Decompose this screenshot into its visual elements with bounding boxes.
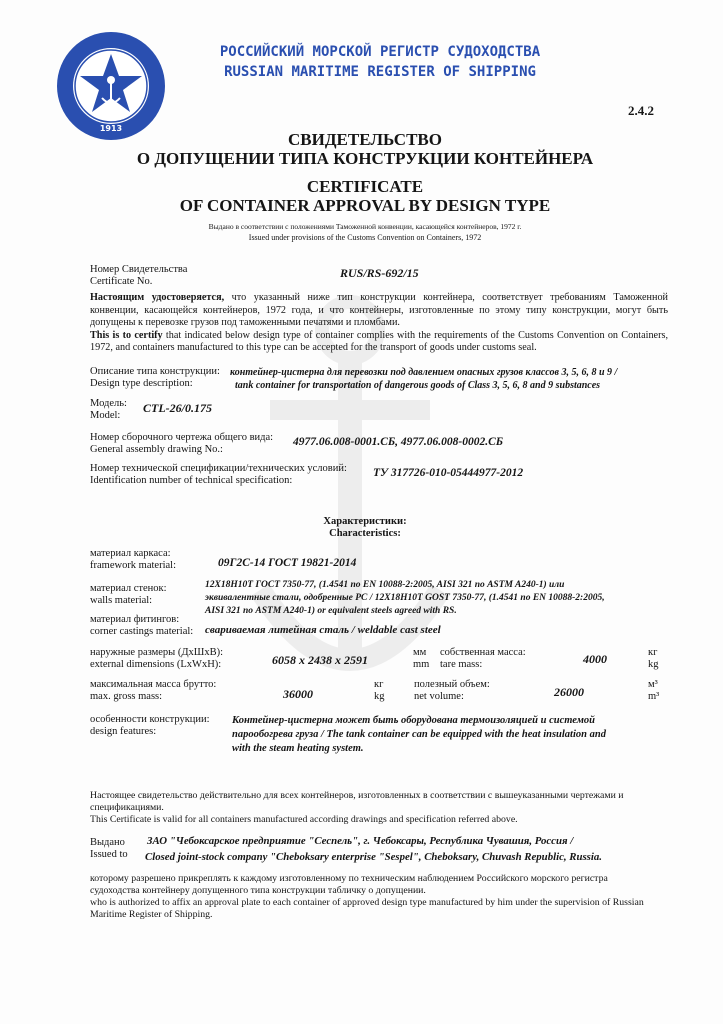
framework-label-ru: материал каркаса:: [90, 548, 171, 559]
cert-no-value: RUS/RS-692/15: [340, 266, 419, 280]
spec-label-ru: Номер технической спецификации/технических условий:: [90, 463, 347, 474]
fittings-value: свариваемая литейная сталь / weldable cast steel: [205, 624, 441, 636]
title-ru-1: СВИДЕТЕЛЬСТВО: [288, 130, 442, 149]
authorized-text: [90, 873, 650, 921]
characteristics-heading-ru: Характеристики:: [323, 516, 407, 527]
features-label-ru: особенности конструкции:: [90, 714, 210, 725]
spec-value: ТУ 317726-010-05444977-2012: [373, 467, 524, 479]
issued-to-value-ru: ЗАО "Чебоксарское предприятие "Сеспель", г. Чебоксары, Республика Чувашия, Россия /: [147, 835, 574, 847]
validity-en: This Certificate is valid for all containers manufactured according drawings and specification referred above.: [90, 814, 518, 825]
title-en-2: OF CONTAINER APPROVAL BY DESIGN TYPE: [179, 196, 551, 215]
drawing-label-en: General assembly drawing No.:: [90, 444, 223, 455]
gross-label-ru: максимальная масса брутто:: [90, 679, 217, 690]
volume-label-en: net volume:: [414, 691, 464, 702]
tare-label-ru: собственная масса:: [440, 647, 526, 658]
issued-under-en: Issued under provisions of the Customs Convention on Containers, 1972: [248, 233, 482, 242]
issued-under-ru: Выдано в соответствии с положениями Таможенной конвенции, касающейся контейнеров, 1972 г.: [208, 222, 522, 231]
certify-paragraph: [90, 292, 668, 355]
volume-value: 26000: [554, 685, 584, 699]
walls-label-en: walls material:: [90, 595, 153, 606]
walls-value-2: эквивалентные стали, одобренные РС / 12X18H10T GOST 7350-77, (1.4541 по EN 10088-2:2005,: [205, 593, 605, 603]
title-en-1: CERTIFICATE: [306, 177, 424, 196]
drawing-label-ru: Номер сборочного чертежа общего вида:: [90, 432, 274, 443]
fittings-label-en: corner castings material:: [90, 626, 194, 637]
cert-no-label-en: Certificate No.: [90, 276, 153, 287]
volume-unit-ru: м³: [648, 679, 658, 690]
features-value-3: with the steam heating system.: [232, 743, 364, 754]
fittings-label-ru: материал фитингов:: [90, 614, 180, 625]
model-label-en: Model:: [90, 410, 121, 421]
volume-label-ru: полезный объем:: [414, 679, 490, 690]
certify-ru-text: что указанный ниже тип конструкции контейнера, соответствует требованиям Таможенной конвенции, касающейся контейнеров, 1972 года, и что контейнеры, изготовленные по этому типу конструкции, могут быть допущены к перевозке грузов под таможенными печатями и пломбами.: [90, 292, 668, 328]
features-value-1: Контейнер-цистерна может быть оборудована термоизоляцией и системой: [232, 715, 595, 726]
logo-year: 1913: [99, 124, 123, 133]
model-label-ru: Модель:: [90, 398, 127, 409]
register-name-ru: РОССИЙСКИЙ МОРСКОЙ РЕГИСТР СУДОХОДСТВА: [219, 44, 541, 60]
gross-value: 36000: [283, 687, 313, 701]
tare-unit-ru: кг: [648, 647, 658, 658]
issued-to-value-en: Closed joint-stock company "Cheboksary enterprise "Sespel", Cheboksary, Chuvash Republic, Russia.: [145, 851, 602, 863]
gross-unit-en: kg: [374, 691, 385, 702]
design-label-en: Design type description:: [90, 378, 193, 389]
dimensions-label-ru: наружные размеры (ДхШхВ):: [90, 647, 224, 658]
volume-unit-en: m³: [648, 691, 660, 702]
title-ru-2: О ДОПУЩЕНИИ ТИПА КОНСТРУКЦИИ КОНТЕЙНЕРА: [136, 149, 594, 168]
design-value-en: tank container for transportation of dangerous goods of Class 3, 5, 6, 8 and 9 substances: [235, 380, 601, 391]
walls-label-ru: материал стенок:: [90, 583, 167, 594]
design-value-ru: контейнер-цистерна для перевозки под давлением опасных грузов классов 3, 5, 6, 8 и 9 /: [230, 367, 618, 378]
dimensions-unit-ru: мм: [413, 647, 427, 658]
gross-unit-ru: кг: [374, 679, 384, 690]
spec-label-en: Identification number of technical specification:: [90, 475, 293, 486]
features-label-en: design features:: [90, 726, 157, 737]
framework-label-en: framework material:: [90, 560, 176, 571]
validity-ru: Настоящее свидетельство действительно для всех контейнеров, изготовленных в соответствии с вышеуказанными чертежами и спецификациями.: [90, 790, 624, 813]
authorized-en: who is authorized to affix an approval plate to each container of approved design type manufactured by him under the supervision of Russian Maritime Register of Shipping.: [90, 897, 644, 920]
walls-value-1: 12Х18Н10Т ГОСТ 7350-77, (1.4541 по EN 10088-2:2005, AISI 321 по ASTM A240-1) или: [205, 580, 565, 590]
form-number: 2.4.2: [628, 103, 654, 118]
tare-label-en: tare mass:: [440, 659, 483, 670]
certify-ru-bold: Настоящим удостоверяется,: [90, 292, 225, 303]
walls-value-3: AISI 321 по ASTM A240-1) or equivalent steels agreed with RS.: [205, 606, 457, 616]
drawing-value: 4977.06.008-0001.СБ, 4977.06.008-0002.СБ: [293, 436, 504, 448]
dimensions-value: 6058 x 2438 x 2591: [272, 653, 368, 667]
authorized-ru: которому разрешено прикреплять к каждому изготовленному по техническим наблюдением Российского морского регистра судоходства контейнеру допущенного типа конструкции табличку о допущении.: [90, 873, 608, 896]
tare-unit-en: kg: [648, 659, 659, 670]
dimensions-label-en: external dimensions (LxWxH):: [90, 659, 222, 670]
framework-value: 09Г2С-14 ГОСТ 19821-2014: [218, 557, 357, 569]
gross-label-en: max. gross mass:: [90, 691, 163, 702]
characteristics-heading-en: Characteristics:: [329, 528, 401, 539]
tare-value: 4000: [583, 652, 607, 666]
design-label-ru: Описание типа конструкции:: [90, 366, 220, 377]
certify-en-bold: This is to certify: [90, 329, 163, 341]
cert-no-label-ru: Номер Свидетельства: [90, 264, 188, 275]
validity-text: [90, 790, 660, 826]
issued-to-label-en: Issued to: [90, 849, 128, 860]
issued-to-label-ru: Выдано: [90, 837, 125, 848]
certify-en-text: that indicated below design type of container complies with the requirements of the Customs Convention on Containers, 1972, and containers manufactured to this type can be accepted for the transport of goods under customs seal.: [90, 329, 668, 353]
features-value-2: парообогрева груза / The tank container can be equipped with the heat insulation and: [232, 729, 606, 740]
dimensions-unit-en: mm: [413, 659, 430, 670]
model-value: CTL-26/0.175: [143, 401, 212, 415]
register-name-en: RUSSIAN MARITIME REGISTER OF SHIPPING: [224, 64, 536, 80]
